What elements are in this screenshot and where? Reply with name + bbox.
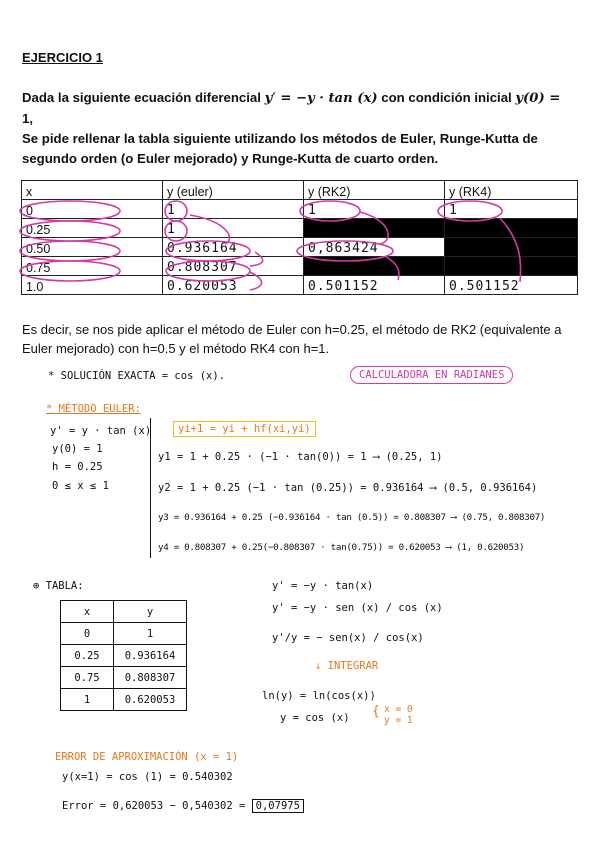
- annotation-circle: [20, 241, 120, 261]
- table-row: [61, 689, 187, 711]
- annotation-circle: [166, 241, 250, 261]
- given-equation: y' = y · tan (x): [50, 425, 152, 437]
- table-row: [61, 667, 187, 689]
- error-equation: Error = 0,620053 − 0,540302 =: [62, 800, 252, 812]
- summary-table: [60, 600, 187, 711]
- integrate-note: [315, 660, 378, 672]
- cell-rk2: 0.501152: [304, 276, 445, 295]
- header-rk4: y (RK4): [445, 181, 578, 200]
- header-rk2: y (RK2): [304, 181, 445, 200]
- annotation-circle: [297, 241, 393, 261]
- cell-x: 0: [22, 200, 163, 219]
- annotation-arrow: [190, 215, 229, 244]
- annotation-circle: [300, 201, 360, 221]
- given-step: h = 0.25: [52, 461, 103, 473]
- arrow-icon: ⟶: [429, 482, 437, 494]
- euler-step-3: [158, 512, 545, 523]
- derivation-line-3: y'/y = − sen(x) / cos(x): [272, 632, 424, 644]
- derivation-line-6: y = cos (x): [280, 712, 350, 724]
- integrate-label: INTEGRAR: [327, 660, 379, 672]
- condition-y: y = 1: [384, 715, 413, 726]
- arrow-icon: ⟶: [372, 451, 386, 463]
- step-result: (0.25, 1): [385, 451, 443, 463]
- cell-y: 0.620053: [114, 689, 187, 711]
- annotation-circle: [20, 221, 120, 241]
- arrow-icon: ⟶: [445, 542, 451, 553]
- exact-solution-note: * SOLUCIÓN EXACTA = cos (x).: [48, 370, 226, 382]
- cell-euler: 0.620053: [163, 276, 304, 295]
- cell-x: 0.75: [22, 257, 163, 276]
- statement-text-2: con condición inicial: [377, 90, 516, 105]
- annotation-arrow: [250, 272, 262, 290]
- header-y: y: [114, 601, 187, 623]
- derivation-line-1: y' = −y · tan(x): [272, 580, 374, 592]
- cell-x: 0.25: [22, 219, 163, 238]
- cell-x: 0.25: [61, 645, 114, 667]
- table-row: [61, 645, 187, 667]
- cell-rk4: 0.501152: [445, 276, 578, 295]
- condition-x: x = 0: [384, 704, 413, 715]
- statement-text-4: Se pide rellenar la tabla siguiente utilizando los métodos de Euler, Runge-Kutta de segundo orden (o Euler mejorado) y Runge-Kutta de cuarto orden.: [22, 131, 538, 166]
- cell-euler: 0.808307: [163, 257, 304, 276]
- euler-step-4: [158, 542, 524, 553]
- euler-step-2: [158, 482, 537, 494]
- header-x: x: [61, 601, 114, 623]
- statement-text-3: 1,: [22, 111, 33, 126]
- euler-heading: * MÉTODO EULER:: [46, 403, 141, 415]
- calculator-note: CALCULADORA EN RADIANES: [350, 366, 513, 384]
- step-result: (0.5, 0.936164): [442, 482, 538, 494]
- tabla-label: ⊕ TABLA:: [33, 580, 84, 592]
- cell-y: 0.936164: [114, 645, 187, 667]
- derivation-line-2: y' = −y · sen (x) / cos (x): [272, 602, 443, 614]
- annotation-circle: [20, 201, 120, 221]
- step-equation: y3 = 0.936164 + 0.25 (−0.936164 · tan (0.5)) = 0.808307: [158, 512, 446, 523]
- header-x: x: [22, 181, 163, 200]
- initial-condition-math: y(0) =: [515, 91, 561, 106]
- table-row: [61, 623, 187, 645]
- step-equation: y2 = 1 + 0.25 (−1 · tan (0.25)) = 0.936164: [158, 482, 424, 494]
- annotation-circle: [165, 221, 187, 241]
- conditions: [384, 704, 413, 726]
- statement-text-1: Dada la siguiente ecuación diferencial: [22, 90, 265, 105]
- cell-x: 1: [61, 689, 114, 711]
- header-euler: y (euler): [163, 181, 304, 200]
- cell-rk4: 1: [445, 200, 578, 219]
- cell-euler: 1: [163, 200, 304, 219]
- step-equation: y4 = 0.808307 + 0.25(−0.808307 · tan(0.75)) = 0.620053: [158, 542, 441, 553]
- cell-x: 0.50: [22, 238, 163, 257]
- step-result: (1, 0.620053): [456, 542, 525, 553]
- cell-euler: 0.936164: [163, 238, 304, 257]
- error-line: [62, 800, 304, 812]
- cell-x: 0.75: [61, 667, 114, 689]
- euler-step-1: [158, 451, 443, 463]
- step-result: (0.75, 0.808307): [461, 512, 546, 523]
- error-result: 0,07975: [252, 799, 304, 813]
- annotation-arrow: [360, 212, 399, 280]
- annotation-circle: [438, 201, 502, 221]
- table-header-row: [61, 601, 187, 623]
- cell-rk2: 0,863424: [304, 238, 445, 257]
- annotation-arrow: [250, 252, 263, 266]
- given-initial: y(0) = 1: [52, 443, 103, 455]
- cell-y: 1: [114, 623, 187, 645]
- derivation-line-5: ln(y) = ln(cos(x)): [262, 690, 376, 702]
- cell-euler: 1: [163, 219, 304, 238]
- equation-math: y′ = −y · tan (x): [264, 91, 378, 106]
- step-equation: y1 = 1 + 0.25 · (−1 · tan(0)) = 1: [158, 451, 367, 463]
- annotation-circle: [166, 261, 250, 281]
- cell-y: 0.808307: [114, 667, 187, 689]
- cell-x: 0: [61, 623, 114, 645]
- arrow-down-icon: ↓: [315, 660, 328, 672]
- euler-formula: yi+1 = yi + hf(xi,yi): [173, 421, 316, 437]
- annotation-circle: [165, 201, 187, 221]
- annotation-circle: [20, 261, 120, 281]
- cell-rk2: 1: [304, 200, 445, 219]
- divider-line: [150, 418, 151, 558]
- arrow-icon: ⟶: [450, 512, 457, 523]
- annotation-arrow: [500, 218, 521, 282]
- error-heading: ERROR DE APROXIMACIÓN (x = 1): [55, 751, 239, 763]
- brace-icon: {: [372, 704, 380, 719]
- exact-value-line: y(x=1) = cos (1) = 0.540302: [62, 771, 233, 783]
- given-interval: 0 ≤ x ≤ 1: [52, 480, 109, 492]
- exercise-title: EJERCICIO 1: [22, 50, 103, 65]
- cell-x: 1.0: [22, 276, 163, 295]
- explanation-text: Es decir, se nos pide aplicar el método de Euler con h=0.25, el método de RK2 (equivalente a Euler mejorado) con h=0.5 y el método RK4 con h=1.: [22, 322, 562, 356]
